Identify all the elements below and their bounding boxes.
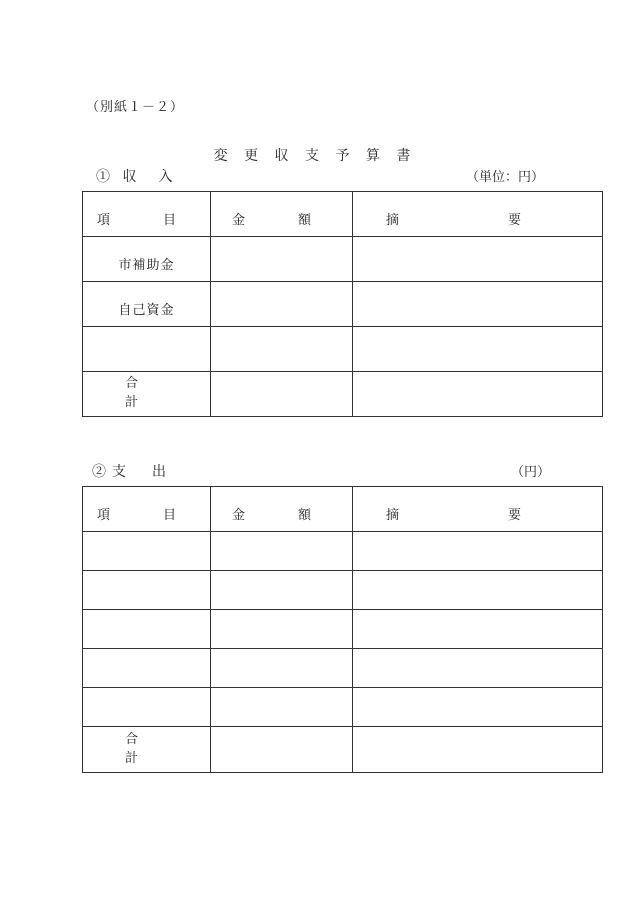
expense-amount-cell[interactable] — [211, 688, 353, 727]
expense-header-summary: 摘 要 — [353, 487, 603, 532]
table-row — [83, 327, 603, 372]
income-table — [82, 191, 603, 417]
expense-header-item: 項 目 — [83, 487, 211, 532]
income-total-row — [83, 372, 603, 417]
expense-unit-label: （円） — [510, 465, 550, 480]
expense-summary-cell[interactable] — [353, 610, 603, 649]
expense-item-cell[interactable] — [83, 610, 211, 649]
income-summary-cell[interactable] — [353, 327, 603, 372]
expense-summary-cell[interactable] — [353, 688, 603, 727]
expense-summary-cell[interactable] — [353, 532, 603, 571]
income-header-summary: 摘 要 — [353, 192, 603, 237]
income-header-item: 項 目 — [83, 192, 211, 237]
income-section-label: ① 収 入 — [96, 169, 177, 185]
income-total-amount[interactable] — [211, 372, 353, 417]
table-row — [83, 688, 603, 727]
income-summary-cell[interactable] — [353, 282, 603, 327]
expense-item-cell[interactable] — [83, 571, 211, 610]
expense-total-label: 合 計 — [83, 727, 211, 773]
income-header-row — [83, 192, 603, 237]
income-amount-cell[interactable] — [211, 282, 353, 327]
expense-item-cell[interactable] — [83, 532, 211, 571]
income-total-label: 合 計 — [83, 372, 211, 417]
expense-summary-cell[interactable] — [353, 649, 603, 688]
table-row — [83, 237, 603, 282]
income-amount-cell[interactable] — [211, 327, 353, 372]
income-unit-label: （単位：円） — [465, 170, 544, 185]
table-row — [83, 610, 603, 649]
document-title: 変 更 収 支 予 算 書 — [213, 148, 417, 164]
expense-header-amount: 金 額 — [211, 487, 353, 532]
expense-amount-cell[interactable] — [211, 532, 353, 571]
income-amount-cell[interactable] — [211, 237, 353, 282]
expense-section-label: ②支 出 — [92, 464, 172, 480]
income-summary-cell[interactable] — [353, 237, 603, 282]
expense-total-row — [83, 727, 603, 773]
expense-summary-cell[interactable] — [353, 571, 603, 610]
income-item-cell[interactable]: 市補助金 — [83, 237, 211, 282]
expense-item-cell[interactable] — [83, 649, 211, 688]
expense-header-row — [83, 487, 603, 532]
table-row — [83, 571, 603, 610]
expense-total-amount[interactable] — [211, 727, 353, 773]
expense-amount-cell[interactable] — [211, 610, 353, 649]
expense-table — [82, 486, 603, 773]
expense-amount-cell[interactable] — [211, 571, 353, 610]
attachment-label: （別紙１－２） — [86, 100, 185, 115]
expense-item-cell[interactable] — [83, 688, 211, 727]
expense-amount-cell[interactable] — [211, 649, 353, 688]
table-row — [83, 282, 603, 327]
income-total-summary[interactable] — [353, 372, 603, 417]
income-header-amount: 金 額 — [211, 192, 353, 237]
expense-total-summary[interactable] — [353, 727, 603, 773]
income-item-cell[interactable]: 自己資金 — [83, 282, 211, 327]
table-row — [83, 649, 603, 688]
table-row — [83, 532, 603, 571]
income-item-cell[interactable] — [83, 327, 211, 372]
